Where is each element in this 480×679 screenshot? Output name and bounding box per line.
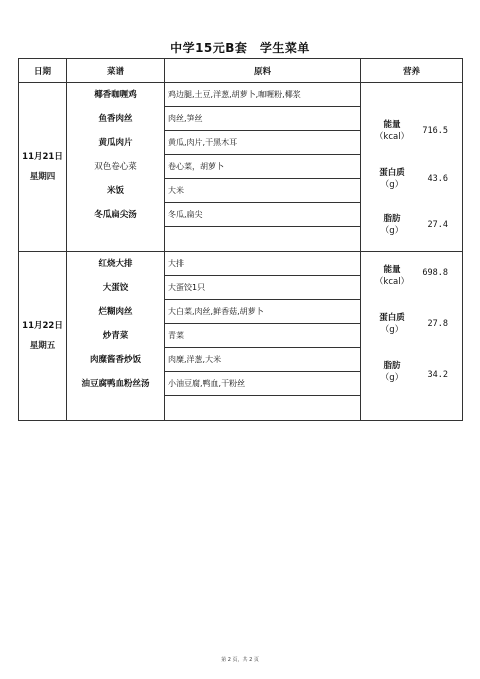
header-dish: 菜谱 bbox=[67, 59, 165, 83]
ingredient-row: 肉丝,笋丝 bbox=[165, 107, 360, 131]
date-text: 11月22日 bbox=[22, 321, 63, 331]
energy-value: 698.8 bbox=[422, 268, 448, 278]
dish-name: 双色卷心菜 bbox=[94, 162, 137, 172]
dish-name: 炒青菜 bbox=[102, 331, 129, 341]
energy-unit: （kcal） bbox=[374, 277, 410, 287]
date-cell bbox=[19, 83, 67, 252]
energy-unit: （kcal） bbox=[374, 132, 410, 142]
dish-name: 椰香咖喱鸡 bbox=[94, 90, 137, 100]
ingredient-row: 大白菜,肉丝,鲜香菇,胡萝卜 bbox=[165, 300, 360, 324]
ingredient-row: 青菜 bbox=[165, 324, 360, 348]
ingredient-row bbox=[165, 396, 360, 420]
protein-unit: （g） bbox=[380, 325, 404, 335]
ingredient-row: 大蛋饺1只 bbox=[165, 276, 360, 300]
day-block bbox=[19, 252, 463, 421]
protein-unit: （g） bbox=[380, 180, 404, 190]
energy-label: 能量 bbox=[383, 120, 401, 130]
weekday-text: 星期四 bbox=[29, 172, 56, 182]
energy-value: 716.5 bbox=[422, 126, 448, 136]
dish-name bbox=[67, 227, 164, 251]
dish-cell bbox=[67, 252, 165, 421]
header-nutrition: 营养 bbox=[361, 59, 463, 83]
dish-name: 大蛋饺 bbox=[102, 283, 129, 293]
header-ingredients: 原料 bbox=[165, 59, 361, 83]
ingredient-row: 黄瓜,肉片,干黑木耳 bbox=[165, 131, 360, 155]
ingredients-cell bbox=[165, 252, 361, 421]
dish-name: 黄瓜肉片 bbox=[98, 138, 133, 148]
ingredient-row: 大排 bbox=[165, 252, 360, 276]
ingredient-row: 卷心菜，胡萝卜 bbox=[165, 155, 360, 179]
dish-cell bbox=[67, 83, 165, 252]
fat-value: 27.4 bbox=[427, 220, 448, 230]
protein-value: 43.6 bbox=[427, 174, 448, 184]
ingredient-row: 肉糜,洋葱,大米 bbox=[165, 348, 360, 372]
weekday-text: 星期五 bbox=[29, 341, 56, 351]
dish-name: 冬瓜扁尖汤 bbox=[94, 210, 137, 220]
fat-label: 脂肪 bbox=[383, 214, 401, 224]
fat-label: 脂肪 bbox=[383, 361, 401, 371]
ingredient-row: 冬瓜,扁尖 bbox=[165, 203, 360, 227]
energy-label: 能量 bbox=[383, 265, 401, 275]
ingredient-row: 大米 bbox=[165, 179, 360, 203]
day-block bbox=[19, 83, 463, 252]
dish-name: 肉糜酱香炒饭 bbox=[89, 355, 141, 365]
dish-name: 烂糊肉丝 bbox=[98, 307, 133, 317]
dish-name: 鱼香肉丝 bbox=[98, 114, 133, 124]
fat-unit: （g） bbox=[380, 373, 404, 383]
date-text: 11月21日 bbox=[22, 152, 63, 162]
ingredients-cell bbox=[165, 83, 361, 252]
protein-value: 27.8 bbox=[427, 319, 448, 329]
nutrition-cell bbox=[361, 252, 463, 421]
ingredient-row: 鸡边腿,土豆,洋葱,胡萝卜,咖喱粉,椰浆 bbox=[165, 83, 360, 107]
protein-label: 蛋白质 bbox=[379, 168, 405, 178]
ingredient-row: 小油豆腐,鸭血,干粉丝 bbox=[165, 372, 360, 396]
table-header-row bbox=[19, 59, 463, 83]
fat-unit: （g） bbox=[380, 226, 404, 236]
menu-table bbox=[18, 58, 463, 421]
dish-name bbox=[67, 396, 164, 420]
menu-title: 中学15元B套 学生菜单 bbox=[170, 41, 310, 55]
date-cell bbox=[19, 252, 67, 421]
dish-name: 油豆腐鸭血粉丝汤 bbox=[81, 379, 150, 389]
ingredient-row bbox=[165, 227, 360, 251]
header-date: 日期 bbox=[19, 59, 67, 83]
protein-label: 蛋白质 bbox=[379, 313, 405, 323]
nutrition-cell bbox=[361, 83, 463, 252]
page-footer: 第 2 页，共 2 页 bbox=[221, 657, 259, 663]
dish-name: 米饭 bbox=[106, 186, 124, 196]
fat-value: 34.2 bbox=[427, 370, 448, 380]
dish-name: 红烧大排 bbox=[98, 259, 133, 269]
